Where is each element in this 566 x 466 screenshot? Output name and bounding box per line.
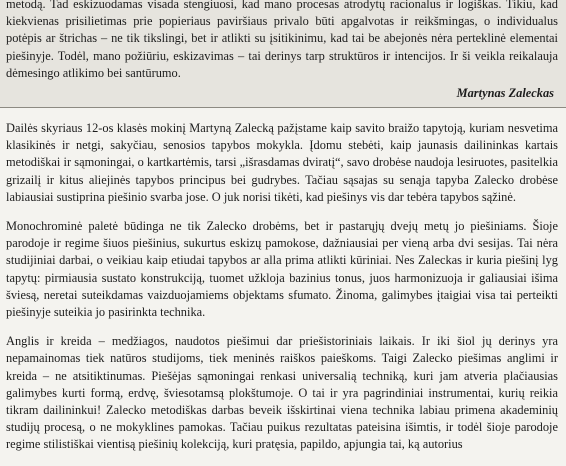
paragraph-1: Dailės skyriaus 12-os klasės mokinį Martyną Zalecką pažįstame kaip savito braižo tapytoją, kuriam nesvetima klasikinės ir netgi, sakyčiau, senosios tapybos mokykla. Įdomu stebėti, kaip jaunasis dailininkas kartais metodiškai ir sąmoningai, o kartkartėmis, tarsi „išrasdamas dviratį“, savo drobėse naudoja lesiruotes, pasitelkia grizailį ir kitus aliejinės tapybos principus bei gudrybes. Tačiau sąsajas su senąja tapyba Zalecko drobėse labiausiai sustiprina piešinio svarba jose. O juk norisi tikėti, kad piešinys vis dar tebėra tapybos sąžinė.	[6, 121, 558, 204]
quote-author: Martynas Zaleckas	[456, 86, 554, 100]
paragraph-3: Anglis ir kreida – medžiagos, naudotos piešimui dar priešistoriniais laikais. Ir iki šiol jų derinys yra nepamainomas tiek natūros studijoms, tiek meninės raiškos paieškoms. Taigi Zalecko piešimas anglimi ir kreida – ne atsitiktinumas. Piešėjas sąmoningai renkasi universalią techniką, kuri jam atveria plačiausias galimybes kurti formą, erdvę, šviesotamsą plokštumoje. O tai ir yra pagrindiniai instrumentai, kurių reikia tikram dailininkui! Zalecko metodiškas darbas beveik išskirtinai viena technika labiau primena akademinių studijų procesą, o ne mokyklines pamokas. Tačiau puikus rezultatas pateisina išimtis, ir todėl šioje parodoje regime stilistiškai vientisą piešinių kolekciją, kuri pratęsia, papildo, apjungia tai, ką autorius	[6, 334, 558, 452]
quote-box	[0, 0, 566, 108]
quote-text: metodą. Tad eskizuodamas visada stengiuosi, kad mano procesas atrodytų racionalus ir logiškas. Tikiu, kad kiekvienas prisilietimas prie popieriaus paviršiaus privalo būti apgalvotas ir reikšmingas, o individualus potėpis ar štrichas – ne tik tikslingi, bet ir atlikti su įsitikinimu, kad tai be abejonės nėra perteklinė elementai piešinyje. Todėl, mano požiūriu, eskizavimas – tai derinys tarp struktūros ir intencijos. Ir ši veikla reikalauja dėmesingo atlikimo bei santūrumo.	[6, 0, 558, 80]
article-body	[6, 120, 558, 466]
paragraph-2: Monochrominė paletė būdinga ne tik Zalecko drobėms, bet ir pastarųjų dvejų metų jo piešiniams. Šioje parodoje ir regime šiuos piešinius, sukurtus eskizų pamokose, dažniausiai per vieną arba dvi sesijas. Tai nėra studijiniai darbai, o veikiau kaip etiudai tapybos ar alla prima atlikti kūriniai. Nes Zaleckas ir kuria piešinį lyg tapytų: pirmiausia sustato konstrukciją, tuomet užkloja bazinius tonus, juos harmonizuoja ir galiausiai išima šviesą, neretai suteikdamas vaizduojamiems objektams sfumato. Žinoma, galimybes įtaigiai visa tai perteikti piešinyje suteikia jo pasirinkta technika.	[6, 219, 558, 320]
